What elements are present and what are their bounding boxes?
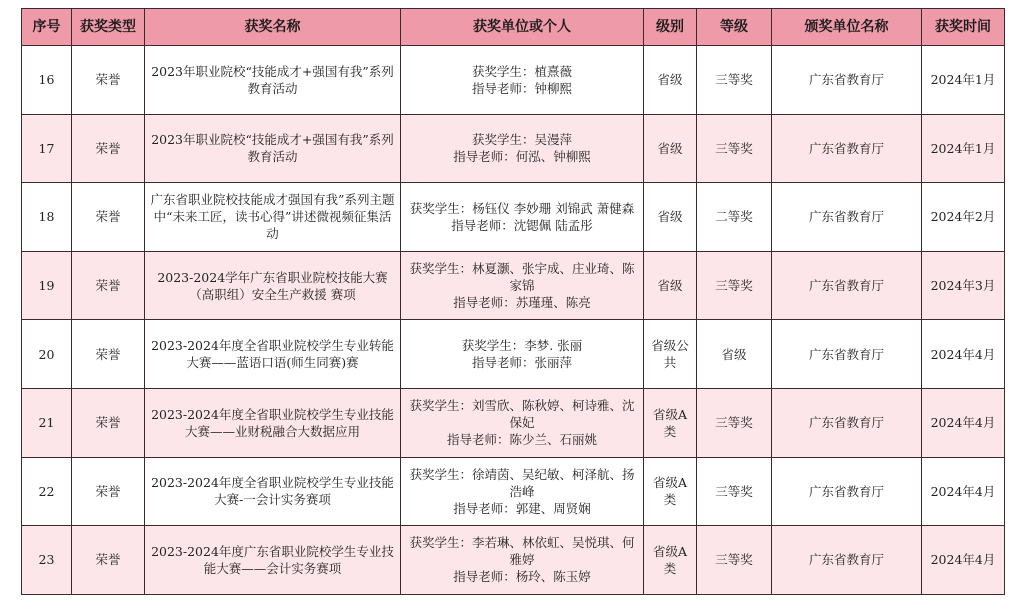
cell-index: 23 [22,526,72,595]
cell-type: 荣誉 [72,114,145,183]
cell-issuer: 广东省教育厅 [772,46,922,115]
header-grade: 等级 [697,9,772,46]
table-row [22,183,1005,252]
winner-students: 获奖学生：吴漫萍 [471,132,572,148]
cell-type: 荣誉 [72,526,145,595]
cell-award-name: 2023-2024年度全省职业院校学生专业转能大赛——蓝语口语(师生同赛)赛 [145,320,401,389]
awards-table [21,8,1005,595]
header-level: 级别 [644,9,697,46]
cell-index: 16 [22,46,72,115]
cell-award-name: 2023-2024学年广东省职业院校技能大赛（高职组）安全生产救援 赛项 [145,251,401,320]
cell-issuer: 广东省教育厅 [772,251,922,320]
table-row [22,320,1005,389]
cell-index: 17 [22,114,72,183]
cell-grade: 二等奖 [697,183,772,252]
table-row [22,46,1005,115]
winner-teachers: 指导老师：苏瑾瑾、陈亮 [453,295,591,311]
cell-issuer: 广东省教育厅 [772,388,922,457]
winner-students: 获奖学生：杨钰仪 李妙珊 刘锦武 萧健森 [409,200,635,216]
cell-time: 2024年4月 [922,388,1005,457]
winner-teachers: 指导老师：杨玲、陈玉婷 [453,569,591,585]
table-row [22,114,1005,183]
header-row [22,9,1005,46]
winner-teachers: 指导老师：陈少兰、石丽姚 [446,432,597,448]
cell-level: 省级公共 [644,320,697,389]
cell-time: 2024年4月 [922,526,1005,595]
cell-time: 2024年3月 [922,251,1005,320]
cell-index: 19 [22,251,72,320]
cell-level: 省级A类 [644,388,697,457]
winner-teachers: 指导老师：郭建、周贤娴 [453,500,591,516]
cell-time: 2024年1月 [922,114,1005,183]
cell-award-name: 2023年职业院校“技能成才+强国有我”系列教育活动 [145,46,401,115]
cell-issuer: 广东省教育厅 [772,183,922,252]
header-issuer: 颁奖单位名称 [772,9,922,46]
winner-teachers: 指导老师：何泓、钟柳熙 [453,149,591,165]
cell-winner [401,388,644,457]
cell-issuer: 广东省教育厅 [772,526,922,595]
cell-level: 省级A类 [644,457,697,526]
cell-index: 21 [22,388,72,457]
cell-time: 2024年2月 [922,183,1005,252]
header-winner: 获奖单位或个人 [401,9,644,46]
cell-winner [401,251,644,320]
cell-type: 荣誉 [72,320,145,389]
header-type: 获奖类型 [72,9,145,46]
winner-teachers: 指导老师：沈锶佩 陆孟彤 [451,217,593,233]
winner-teachers: 指导老师：钟柳熙 [471,80,572,96]
table-row [22,457,1005,526]
table-body [22,46,1005,595]
cell-award-name: 2023-2024年度广东省职业院校学生专业技能大赛——会计实务赛项 [145,526,401,595]
winner-students: 获奖学生：林夏灏、张宇成、庄业琦、陈家锦 [409,261,635,294]
cell-grade: 三等奖 [697,388,772,457]
cell-award-name: 2023年职业院校“技能成才+强国有我”系列教育活动 [145,114,401,183]
cell-level: 省级A类 [644,526,697,595]
cell-award-name: 2023-2024年度全省职业院校学生专业技能大赛-一会计实务赛项 [145,457,401,526]
header-index: 序号 [22,9,72,46]
cell-issuer: 广东省教育厅 [772,320,922,389]
header-name: 获奖名称 [145,9,401,46]
winner-students: 获奖学生：徐靖茵、吴纪敏、柯泽航、扬浩峰 [409,466,635,499]
table-row [22,251,1005,320]
cell-index: 22 [22,457,72,526]
cell-winner [401,114,644,183]
cell-level: 省级 [644,183,697,252]
winner-students: 获奖学生：植熹薇 [471,63,572,79]
cell-type: 荣誉 [72,46,145,115]
cell-winner [401,46,644,115]
cell-index: 20 [22,320,72,389]
table-header [22,9,1005,46]
cell-type: 荣誉 [72,457,145,526]
cell-issuer: 广东省教育厅 [772,457,922,526]
cell-winner [401,457,644,526]
winner-students: 获奖学生：刘雪欣、陈秋婷、柯诗雅、沈保妃 [409,398,635,431]
cell-time: 2024年1月 [922,46,1005,115]
cell-type: 荣誉 [72,251,145,320]
table-row [22,526,1005,595]
cell-award-name: 2023-2024年度全省职业院校学生专业技能大赛——业财税融合大数据应用 [145,388,401,457]
cell-award-name: 广东省职业院校技能成才强国有我”系列主题中“未来工匠，读书心得”讲述微视频征集活动 [145,183,401,252]
cell-grade: 三等奖 [697,114,772,183]
cell-type: 荣誉 [72,183,145,252]
winner-students: 获奖学生：李梦. 张丽 [461,338,583,354]
cell-grade: 三等奖 [697,526,772,595]
cell-winner [401,526,644,595]
cell-type: 荣誉 [72,388,145,457]
winner-teachers: 指导老师：张丽萍 [471,355,572,371]
cell-level: 省级 [644,46,697,115]
cell-grade: 三等奖 [697,46,772,115]
cell-winner [401,320,644,389]
cell-level: 省级 [644,251,697,320]
cell-grade: 三等奖 [697,457,772,526]
cell-index: 18 [22,183,72,252]
cell-issuer: 广东省教育厅 [772,114,922,183]
cell-grade: 省级 [697,320,772,389]
cell-grade: 三等奖 [697,251,772,320]
cell-time: 2024年4月 [922,320,1005,389]
cell-time: 2024年4月 [922,457,1005,526]
table-row [22,388,1005,457]
winner-students: 获奖学生：李若琳、林依虹、吴悦琪、何雅婷 [409,535,635,568]
cell-level: 省级 [644,114,697,183]
header-time: 获奖时间 [922,9,1005,46]
cell-winner [401,183,644,252]
